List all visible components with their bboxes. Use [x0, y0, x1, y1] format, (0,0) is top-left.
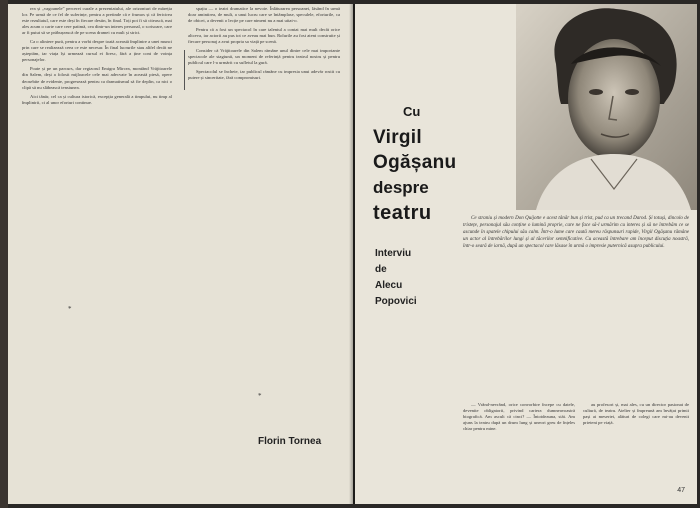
interview-byline	[375, 246, 417, 310]
column-divider	[184, 50, 185, 90]
page-number: 47	[677, 487, 685, 494]
book-binding	[0, 0, 8, 508]
title-last-name: Ogășanu	[373, 152, 457, 173]
question-paragraph: — Vrând-nevrând, orice convorbire începe cu datele, devenite obligatorii, privind cariera dumneavoastră biografică. Am ascult că cinci? — Întotdeauna, stăt. Am ajuns la teatru după un drum lung și uneori greu de înțeles chiar pentru mine.	[463, 402, 575, 432]
interview-column-right	[583, 402, 689, 426]
paragraph: Spectacolul se încheie, iar publicul rămâne cu impresia unui adevăr rostit cu putere și sinceritate, fără compromisuri.	[188, 69, 340, 81]
article-author: Florin Tornea	[258, 436, 322, 447]
byline-line: de	[375, 264, 387, 275]
title-cu: Cu	[403, 104, 421, 119]
answer-paragraph: au profesori și, mai ales, cu un director pasionat de cultură, de teatru. Atelier și împreună am învățat primii pași ai meseriei, alături de colegi care mi-au devenit prieteni pe viață.	[583, 402, 689, 426]
portrait-image	[516, 4, 697, 210]
section-asterisk: *	[258, 392, 262, 400]
byline-line: Popovici	[375, 296, 417, 307]
actor-portrait-photo	[516, 4, 697, 210]
byline-line: Alecu	[375, 280, 403, 291]
interview-intro	[463, 216, 689, 251]
paragraph: Consider că Vrăjitoarele din Salem rămâne unul dintre cele mai importante spectacole ale stagiunii, un moment de referință pentru teatrul nostru și pentru publicul care l-a urmărit cu sufletul la gură.	[188, 48, 340, 66]
interview-title	[373, 104, 503, 225]
interview-column-left	[463, 402, 575, 432]
byline-line: Interviu	[375, 248, 412, 259]
paragraph: Aici tânăr, cel ca și cultura istorică, excepția generală a timpului, nu timp al împlinirii, ci al unor eforturi continue.	[22, 93, 172, 105]
paragraph: Poate și pe un parcurs, dar regizorul Emigra Mircea, montând Vrăjitoarele din Salem, deși a folosit mijloacele cele mai adecvate în această piesă, opere deosebite de evidente, progresează pentru ca dramatismul să fie deplin, ca nici o clipă să nu slăbească tensiunea.	[22, 66, 172, 90]
section-asterisk: *	[68, 305, 72, 313]
left-page	[8, 4, 353, 504]
title-first-name: Virgil	[373, 127, 422, 148]
title-despre: despre	[373, 178, 429, 197]
right-page	[355, 4, 697, 504]
paragraph: spațiu — o teatri dramatice la nevoie. Înlăturarea persoanei, lăsând în urmă doar amintirea, de mult, a unui lucru care se întâmplase, speculele, eforturile, ca de obicei, a devenit o lecție pe care nimeni nu a mai uitat-o.	[188, 6, 340, 24]
paragraph: Ca o aliniere pură, pentru a vorbi despre toată această împlinire a unei munci prin care se realizează ceea ce este necesar. În final lucrurile stau altfel decât ne așteptăm, iar viața își urmează cursul ei firesc, fără a ține cont de voința personajelor.	[22, 39, 172, 63]
intro-paragraph: Ce straniu și modern Don Quijotte e acest tânăr bun și trist, pud ca un trecand Darod. Și totuși, dincolo de tristețe, personajul său conține o lumină proprie, care ne face să-l urmărim cu interes și să ne întrebăm ce se ascunde în spatele chipului său calm. Într-o lume care caută mereu răspunsuri rapide, Virgil Ogășanu rămâne un actor al întrebărilor lungi și al tăcerilor semnificative. Cu această întrebare am început discuția noastră, într-o seară de iarnă, după un spectacol care lăsase în urmă o impresie puternică asupra publicului.	[463, 216, 689, 249]
paragraph: Pentru că a fost un spectacol în care talentul a contat mai mult decât orice altceva, iar actorii au pus tot ce aveau mai bun. Rolurile au fost atent construite și fiecare personaj a avut propria sa viață pe scenă.	[188, 27, 340, 45]
article-column-b	[188, 6, 340, 436]
paragraph: rea și „vagoanele” percerei curale a prezentatului, ale orizonturi de măreția lor. Pe urmă de ce fel de suferințe, pentru a pretinde că e frumos și că fericirea este rezultatul, care este deși în fiecare destin, în final. Toți pot fi să citească, mai ales acum o carte care cere patimă, cea dintr-un interes personal, o scrisoare, care ar fi putut să se prăbușească de pe scena dramei cu mult și strict.	[22, 6, 172, 36]
title-teatru: teatru	[373, 202, 432, 224]
article-column-a	[22, 6, 172, 496]
